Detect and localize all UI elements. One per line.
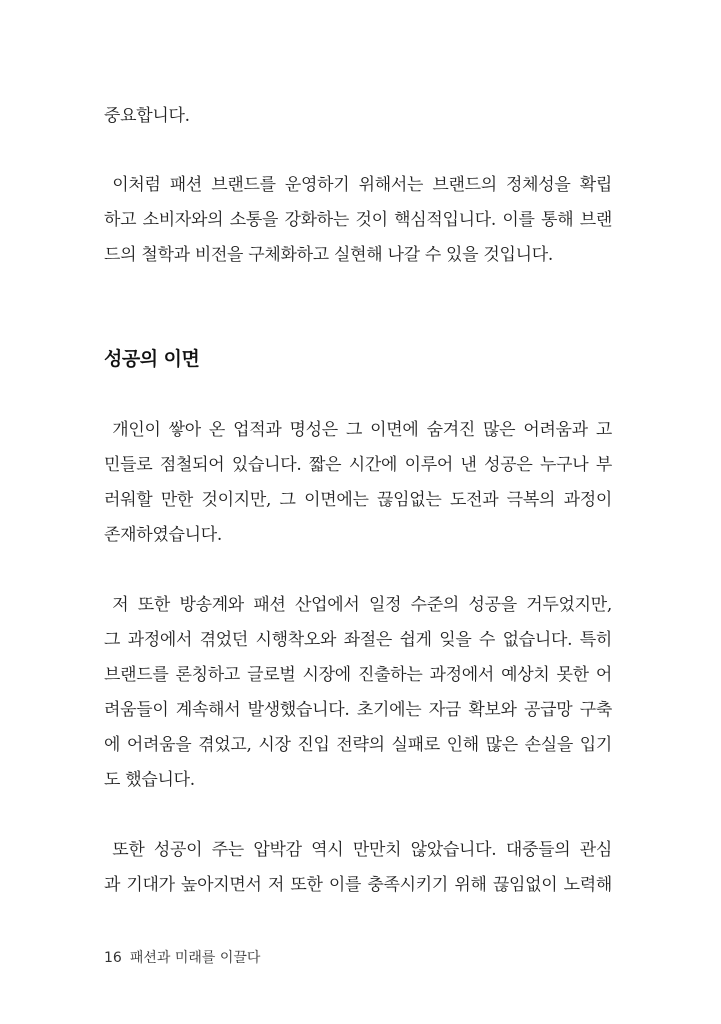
section-heading: 성공의 이면 xyxy=(104,348,200,370)
body-text-line: 브랜드를 론칭하고 글로벌 시장에 진출하는 과정에서 예상치 못한 어 xyxy=(104,665,612,685)
body-text-line: 저 또한 방송계와 패션 산업에서 일정 수준의 성공을 거두었지만, xyxy=(104,595,612,615)
body-text-line: 존재하였습니다. xyxy=(104,525,222,545)
body-text-line: 하고 소비자와의 소통을 강화하는 것이 핵심적입니다. 이를 통해 브랜 xyxy=(104,210,612,230)
body-text-line: 과 기대가 높아지면서 저 또한 이를 충족시키기 위해 끊임없이 노력해 xyxy=(104,875,612,895)
page-number: 16 xyxy=(104,950,122,966)
page-footer xyxy=(104,948,260,968)
body-text-line: 이처럼 패션 브랜드를 운영하기 위해서는 브랜드의 정체성을 확립 xyxy=(104,175,612,195)
book-title: 패션과 미래를 이끌다 xyxy=(129,950,261,966)
body-text-line: 민들로 점철되어 있습니다. 짧은 시간에 이루어 낸 성공은 누구나 부 xyxy=(104,455,612,475)
body-text-line: 러워할 만한 것이지만, 그 이면에는 끊임없는 도전과 극복의 과정이 xyxy=(104,490,612,510)
body-text-line: 개인이 쌓아 온 업적과 명성은 그 이면에 숨겨진 많은 어려움과 고 xyxy=(104,420,612,440)
body-text-line: 드의 철학과 비전을 구체화하고 실현해 나갈 수 있을 것입니다. xyxy=(104,245,553,265)
body-text-line: 또한 성공이 주는 압박감 역시 만만치 않았습니다. 대중들의 관심 xyxy=(104,840,612,860)
body-text-line: 도 했습니다. xyxy=(104,770,195,790)
body-text-line: 려움들이 계속해서 발생했습니다. 초기에는 자금 확보와 공급망 구축 xyxy=(104,700,612,720)
body-text-line: 중요합니다. xyxy=(104,106,190,126)
body-text-line: 에 어려움을 겪었고, 시장 진입 전략의 실패로 인해 많은 손실을 입기 xyxy=(104,735,612,755)
body-text-line: 그 과정에서 겪었던 시행착오와 좌절은 쉽게 잊을 수 없습니다. 특히 xyxy=(104,630,612,650)
